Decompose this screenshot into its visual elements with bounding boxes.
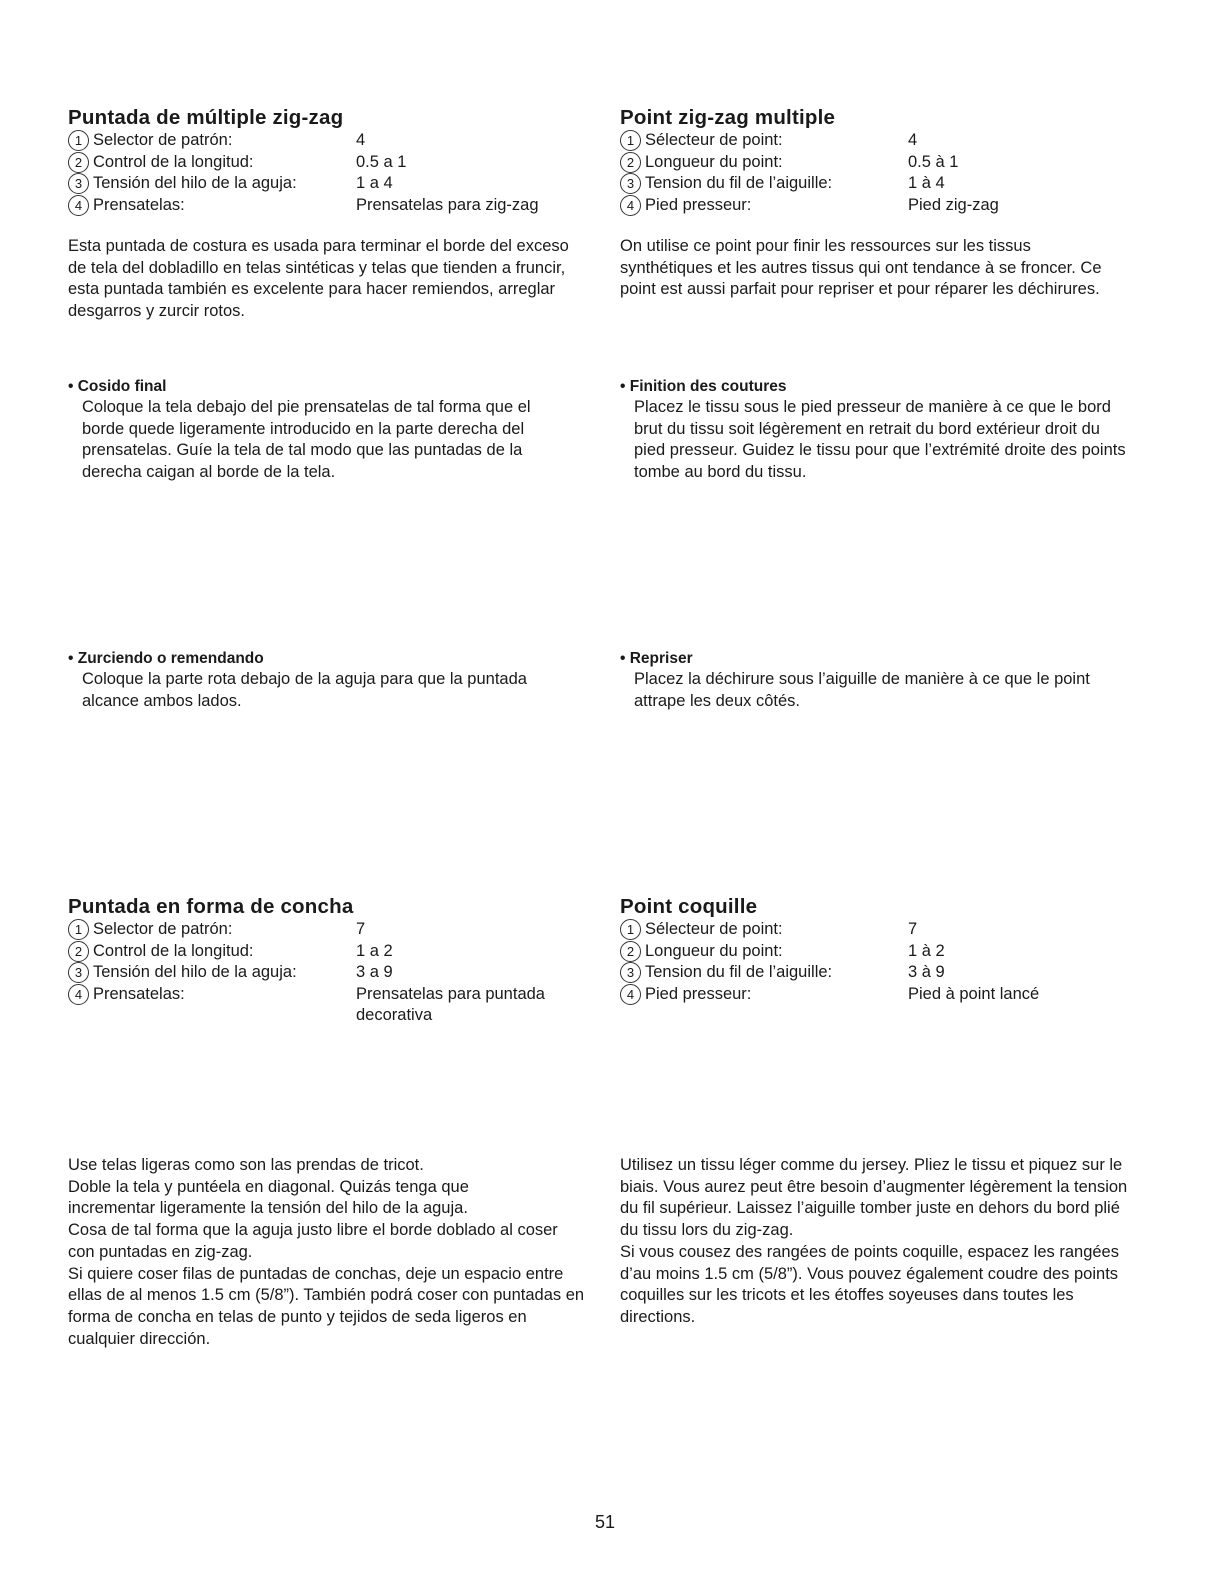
instruction-line: Utilisez un tissu léger comme du jersey. Pliez le tissu et piquez sur le biais. Vous aurez peut être besoin d’augmenter légèrement la tension du fil supérieur. Laissez l’aiguille tomber juste en dehors du bord plié du tissu lors du zig-zag. — [620, 1156, 1128, 1240]
bullet-text: Coloque la tela debajo del pie prensatelas de tal forma que el borde quede ligeramente introducido en la parte derecha del prensatelas. Guíe la tela de tal modo que las puntadas de la derecha caigan al borde de la tela. — [82, 398, 531, 482]
spec-row — [620, 984, 1160, 1006]
number-1-icon: 1 — [68, 919, 89, 940]
spec-row — [68, 919, 598, 941]
number-2-icon: 2 — [620, 941, 641, 962]
bullet-text: Coloque la parte rota debajo de la aguja para que la puntada alcance ambos lados. — [82, 670, 527, 710]
zigzag-fr-bullet-mending — [620, 648, 1160, 712]
spec-label: Sélecteur de point: — [645, 920, 783, 938]
number-3-icon: 3 — [68, 962, 89, 983]
spec-label: Tensión del hilo de la aguja: — [93, 174, 297, 192]
shell-es-instructions — [68, 1155, 598, 1350]
instruction-line: Cosa de tal forma que la aguja justo libre el borde doblado al coser con puntadas en zig-zag. — [68, 1221, 558, 1261]
spec-value: Prensatelas para puntada decorativa — [356, 984, 545, 1024]
number-3-icon: 3 — [620, 173, 641, 194]
shell-fr-title: Point coquille — [620, 895, 758, 918]
number-2-icon: 2 — [68, 941, 89, 962]
spec-row — [68, 130, 598, 152]
zigzag-fr-bullet-finishing — [620, 376, 1160, 484]
number-2-icon: 2 — [68, 152, 89, 173]
spec-value: Prensatelas para zig-zag — [356, 195, 539, 214]
spec-label: Control de la longitud: — [93, 152, 254, 171]
spec-label: Sélecteur de point: — [645, 131, 783, 149]
spec-value: 0.5 a 1 — [356, 152, 407, 171]
spec-row — [620, 130, 1160, 152]
spec-label: Tensión del hilo de la aguja: — [93, 963, 297, 981]
number-3-icon: 3 — [68, 173, 89, 194]
bullet-title: • Zurciendo o remendando — [68, 650, 264, 667]
spec-row — [68, 962, 598, 984]
shell-fr-section — [620, 895, 1160, 1005]
zigzag-fr-specs — [620, 130, 1160, 216]
spec-row — [620, 962, 1160, 984]
spec-row — [620, 919, 1160, 941]
spec-label: Pied presseur: — [645, 195, 752, 214]
spec-row — [620, 173, 1160, 195]
bullet-text: Placez la déchirure sous l’aiguille de manière à ce que le point attrape les deux côtés. — [634, 670, 1090, 710]
spec-row — [620, 941, 1160, 963]
bullet-text: Placez le tissu sous le pied presseur de manière à ce que le bord brut du tissu soit légèrement en retrait du bord extérieur droit du pied presseur. Guidez le tissu pour que l’extrémité droite des points tombe au bord du tissu. — [634, 398, 1126, 482]
zigzag-es-section — [68, 106, 598, 323]
spec-value: 4 — [356, 131, 366, 149]
number-4-icon: 4 — [620, 195, 641, 216]
spec-value: 1 a 4 — [356, 174, 393, 192]
zigzag-es-bullet-mending — [68, 648, 598, 712]
shell-es-specs — [68, 919, 598, 1027]
spec-value: Pied zig-zag — [908, 195, 999, 214]
number-4-icon: 4 — [68, 195, 89, 216]
spec-value: 7 — [908, 920, 918, 938]
spec-row — [68, 984, 598, 1027]
spec-value: 1 à 2 — [908, 941, 945, 960]
spec-label: Longueur du point: — [645, 152, 783, 171]
shell-fr-instructions — [620, 1155, 1160, 1329]
spec-row — [620, 152, 1160, 174]
spec-value: 3 a 9 — [356, 963, 393, 981]
spec-row — [68, 173, 598, 195]
number-1-icon: 1 — [620, 130, 641, 151]
spec-label: Selector de patrón: — [93, 131, 233, 149]
number-4-icon: 4 — [68, 984, 89, 1005]
zigzag-es-specs — [68, 130, 598, 216]
number-2-icon: 2 — [620, 152, 641, 173]
shell-es-title: Puntada en forma de concha — [68, 895, 354, 918]
zigzag-fr-description: On utilise ce point pour finir les ressources sur les tissus synthétiques et les autres tissus qui ont tendance à se froncer. Ce point est aussi parfait pour repriser et pour réparer les déchirures. — [620, 237, 1102, 299]
instruction-line: Doble la tela y puntéela en diagonal. Quizás tenga que incrementar ligeramente la tensión del hilo de la aguja. — [68, 1177, 469, 1218]
spec-label: Tension du fil de l’aiguille: — [645, 963, 833, 981]
spec-label: Tension du fil de l’aiguille: — [645, 174, 833, 192]
spec-row — [620, 195, 1160, 217]
spec-value: Pied à point lancé — [908, 984, 1040, 1003]
spec-label: Control de la longitud: — [93, 941, 254, 960]
number-4-icon: 4 — [620, 984, 641, 1005]
number-1-icon: 1 — [68, 130, 89, 151]
shell-fr-specs — [620, 919, 1160, 1005]
number-1-icon: 1 — [620, 919, 641, 940]
bullet-title: • Repriser — [620, 650, 693, 667]
instruction-line: Si quiere coser filas de puntadas de conchas, deje un espacio entre ellas de al menos 1.5 cm (5/8”). También podrá coser con puntadas en forma de concha en telas de punto y tejidos de seda ligeros en cualquier dirección. — [68, 1264, 585, 1348]
zigzag-es-bullet-finishing — [68, 376, 598, 484]
zigzag-es-title: Puntada de múltiple zig-zag — [68, 106, 344, 129]
shell-es-section — [68, 895, 598, 1027]
spec-label: Prensatelas: — [93, 984, 185, 1003]
zigzag-fr-section — [620, 106, 1160, 301]
spec-value: 7 — [356, 920, 366, 938]
spec-label: Prensatelas: — [93, 195, 185, 214]
spec-value: 0.5 à 1 — [908, 152, 959, 171]
spec-label: Selector de patrón: — [93, 920, 233, 938]
bullet-title: • Finition des coutures — [620, 378, 787, 395]
page-number: 51 — [594, 1512, 616, 1532]
spec-value: 1 à 4 — [908, 174, 945, 192]
spec-value: 4 — [908, 131, 918, 149]
spec-row — [68, 195, 598, 217]
zigzag-es-description: Esta puntada de costura es usada para terminar el borde del exceso de tela del dobladillo en telas sintéticas y telas que tienden a fruncir, esta puntada también es excelente para hacer remiendos, arreglar desgarros y zurcir rotos. — [68, 237, 569, 321]
spec-label: Pied presseur: — [645, 984, 752, 1003]
spec-row — [68, 152, 598, 174]
instruction-line: Use telas ligeras como son las prendas de tricot. — [68, 1156, 424, 1174]
spec-row — [68, 941, 598, 963]
instruction-line: Si vous cousez des rangées de points coquille, espacez les rangées d’au moins 1.5 cm (5/8”). Vous pouvez également coudre des points coquilles sur les tricots et les étoffes soyeuses dans toutes les directions. — [620, 1242, 1119, 1326]
spec-label: Longueur du point: — [645, 941, 783, 960]
zigzag-fr-title: Point zig-zag multiple — [620, 106, 836, 129]
spec-value: 1 a 2 — [356, 941, 393, 960]
number-3-icon: 3 — [620, 962, 641, 983]
bullet-title: • Cosido final — [68, 378, 167, 395]
spec-value: 3 à 9 — [908, 963, 945, 981]
